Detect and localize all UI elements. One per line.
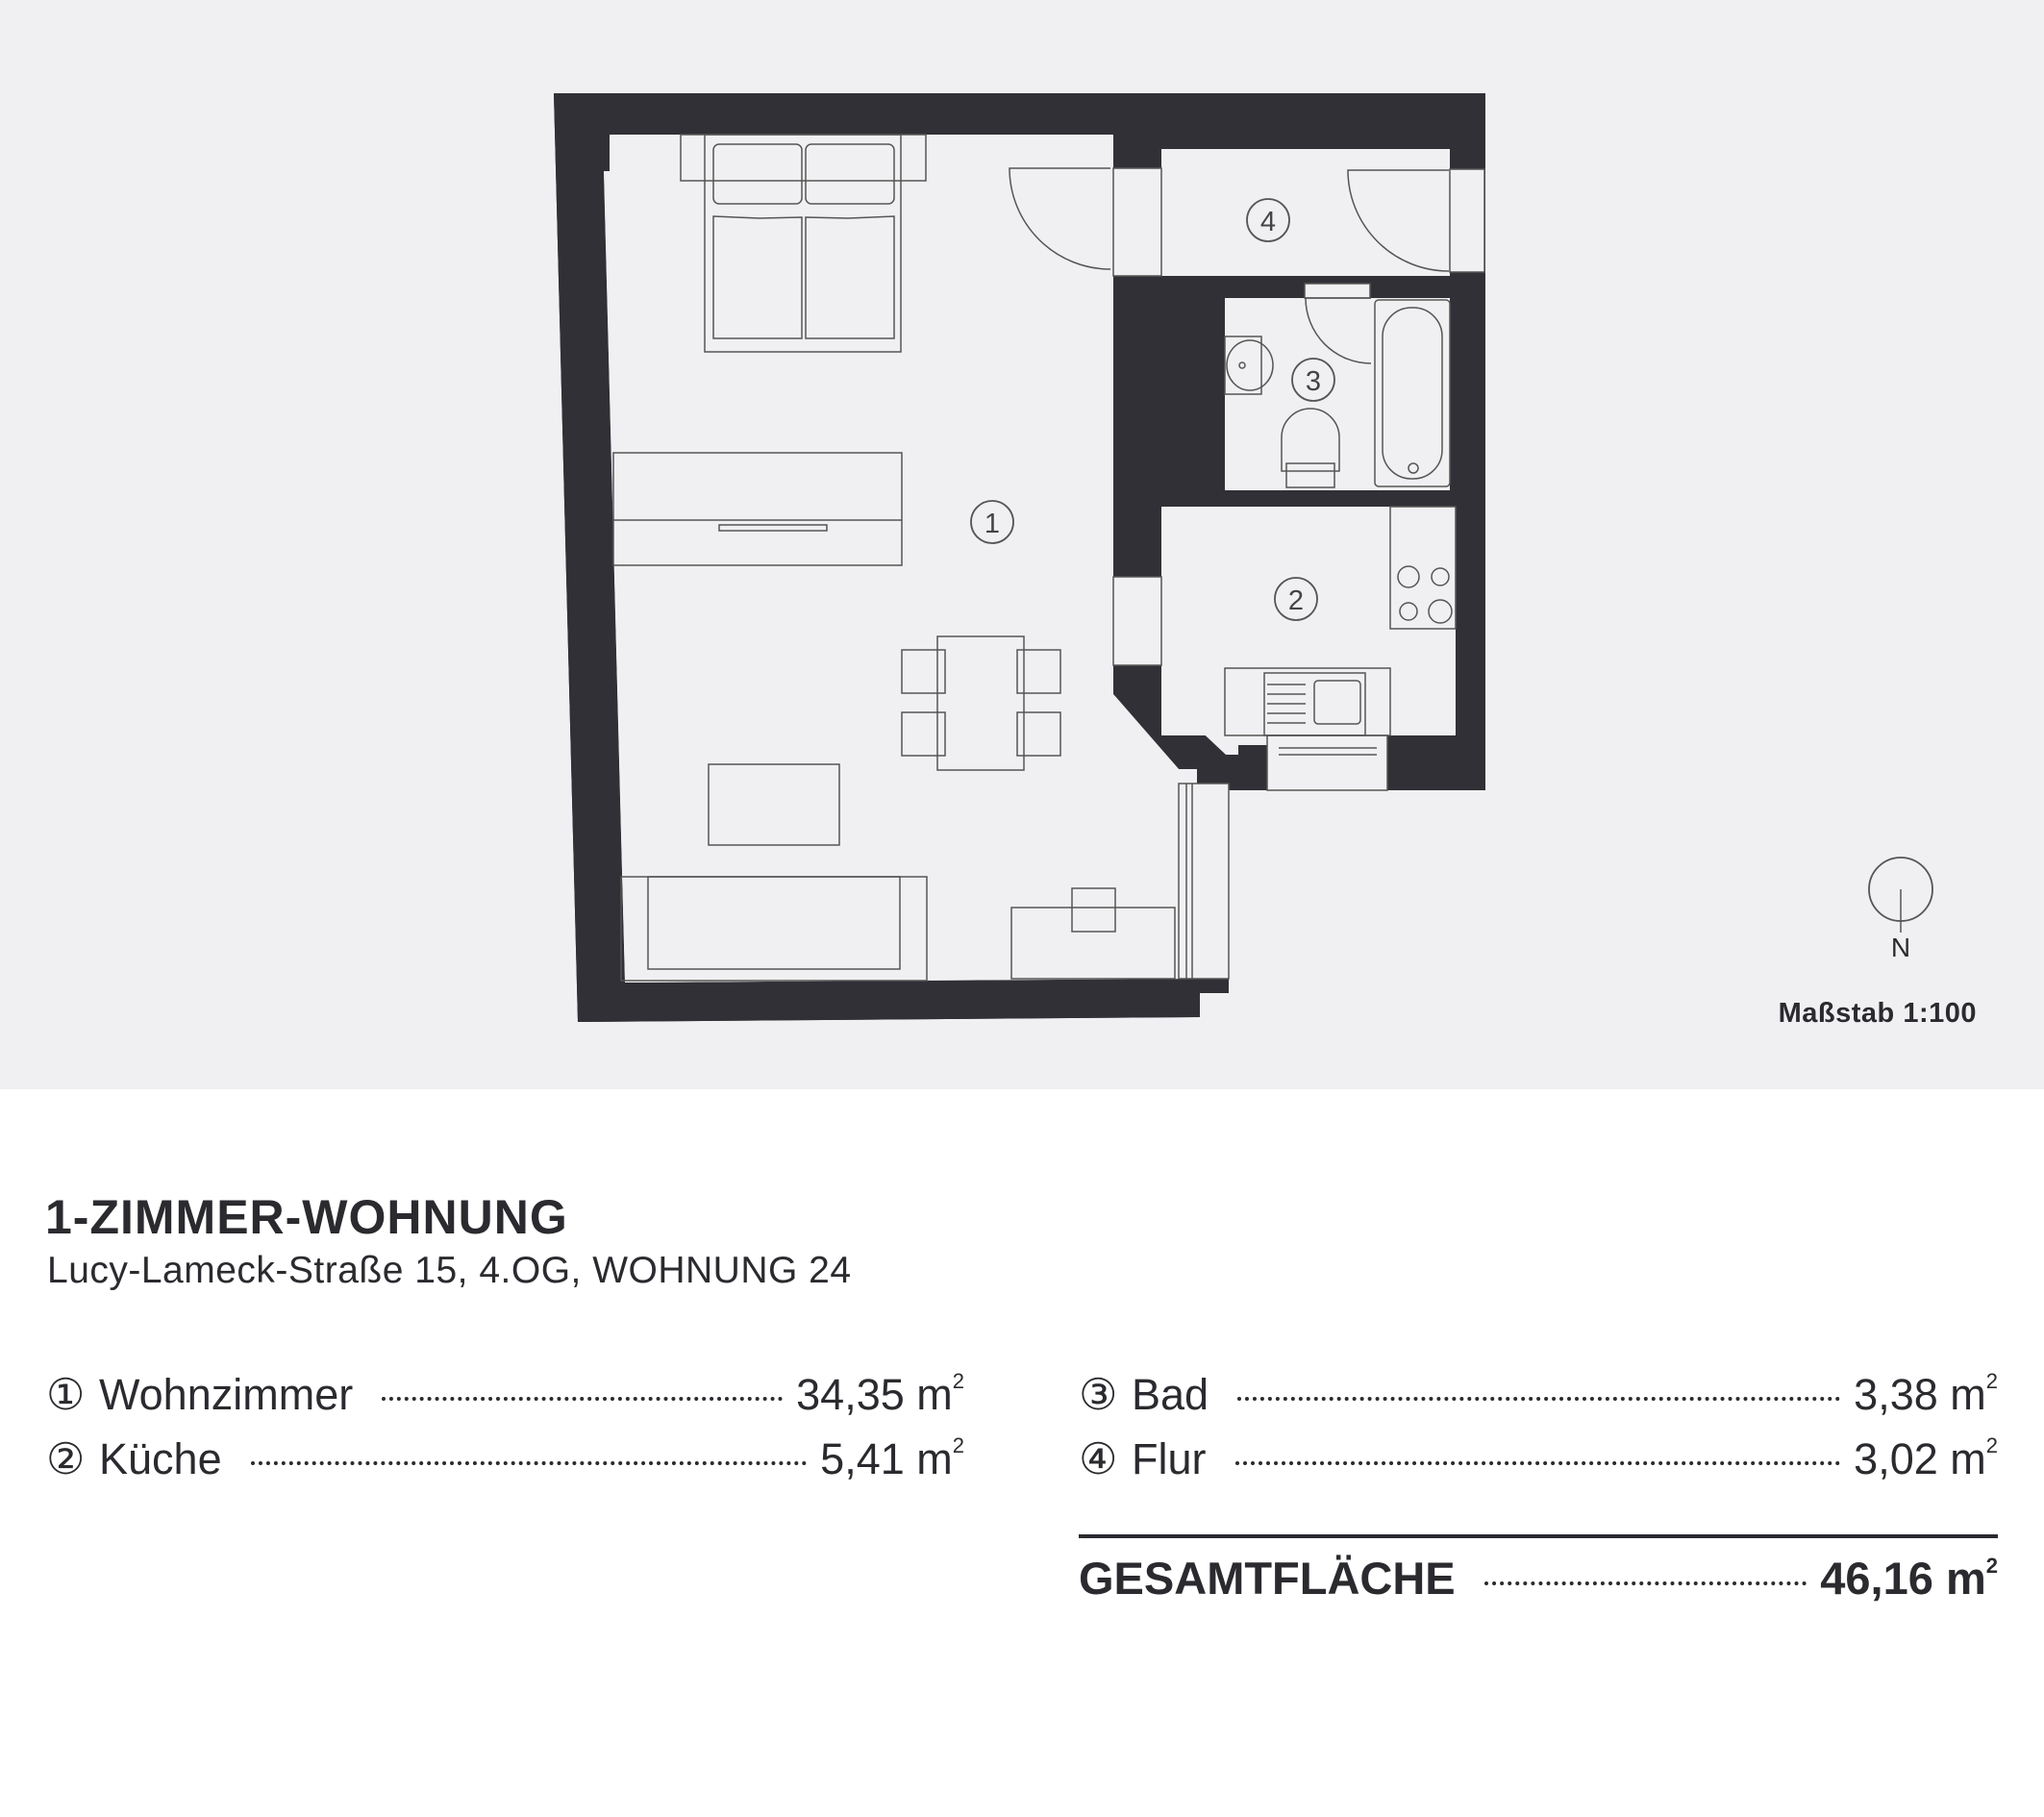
room-name: Flur — [1132, 1434, 1207, 1483]
room-floors — [604, 135, 1456, 983]
room-name: Küche — [99, 1434, 222, 1483]
room-name: Bad — [1132, 1370, 1209, 1419]
dot-leader — [1484, 1581, 1807, 1585]
dot-leader — [382, 1397, 783, 1401]
room-area: 3,38 $m^2$ — [1854, 1369, 1998, 1419]
room-row-bad — [1079, 1369, 1998, 1423]
dot-leader — [1235, 1461, 1841, 1465]
listing-address: Lucy-Lameck-Straße 15, 4.OG, WOHNUNG 24 — [47, 1250, 852, 1291]
compass-icon — [1867, 856, 1934, 933]
room-name: Wohnzimmer — [99, 1370, 354, 1419]
dot-leader — [1237, 1397, 1840, 1401]
listing-title: 1-ZIMMER-WOHNUNG — [45, 1190, 568, 1244]
room-number: ③ — [1079, 1370, 1118, 1419]
room-row-wohnzimmer — [46, 1369, 964, 1423]
total-divider — [1079, 1534, 1998, 1538]
room-number: ① — [46, 1370, 86, 1419]
room-marker-2: 2 — [1287, 585, 1305, 616]
room-number: ④ — [1079, 1434, 1118, 1483]
dot-leader — [251, 1461, 808, 1465]
total-area: 46,16 $m^2$ — [1820, 1553, 1998, 1604]
room-row-kueche — [46, 1433, 964, 1487]
total-row — [1079, 1552, 1998, 1605]
room-marker-4: 4 — [1259, 207, 1277, 237]
total-label: GESAMTFLÄCHE — [1079, 1553, 1456, 1604]
room-area: 34,35 $m^2$ — [796, 1369, 964, 1419]
room-number: ② — [46, 1434, 86, 1483]
room-marker-1: 1 — [984, 509, 1001, 539]
north-label: N — [1890, 933, 1911, 962]
room-area: 5,41 $m^2$ — [820, 1433, 964, 1483]
north-arrow — [1867, 856, 1934, 971]
room-row-flur — [1079, 1433, 1998, 1487]
room-area: 3,02 $m^2$ — [1854, 1433, 1998, 1483]
room-marker-3: 3 — [1305, 366, 1322, 397]
scale-label: Maßstab 1:100 — [1778, 998, 1977, 1029]
